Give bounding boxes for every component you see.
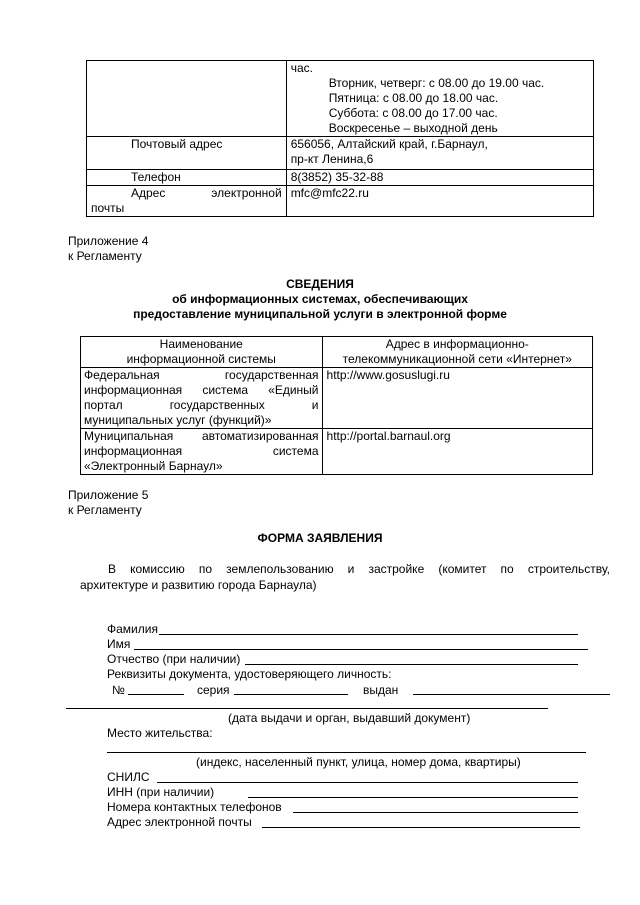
table-row [87,186,594,217]
phone-label: Телефон [87,170,287,186]
residence-label: Место жительства: [107,726,213,740]
phones-field[interactable] [293,812,578,813]
snils-field[interactable] [157,782,578,783]
appendix5-regulation: к Регламенту [68,503,142,517]
email-label: Адрес электронной почты [87,186,287,217]
document-series-field[interactable] [234,694,348,695]
system-address-cell: http://www.gosuslugi.ru [322,368,592,429]
document-details-label: Реквизиты документа, удостоверяющего личность: [107,667,392,681]
appendix4-regulation: к Регламенту [68,249,142,263]
patronymic-field[interactable] [245,664,578,665]
issue-hint: (дата выдачи и орган, выдавший документ) [228,711,471,725]
phones-label: Номера контактных телефонов [107,800,282,814]
document-issued-field[interactable] [413,694,610,695]
table-row [81,368,593,429]
intro-text: архитектуре и развитию города Барнаула) [80,578,317,592]
inn-label: ИНН (при наличии) [107,785,215,799]
address-hint: (индекс, населенный пункт, улица, номер дома, квартиры) [196,755,521,769]
hours-line: час. [290,61,313,75]
intro-text: В комиссию по землепользованию и застройке (комитет по строительству, [108,562,610,576]
system-name-cell: Муниципальная автоматизированная информационная система «Электронный Барнаул» [81,429,323,475]
hours-line: Воскресенье – выходной день [328,121,498,135]
hours-line: Пятница: с 08.00 до 18.00 час. [328,91,499,105]
appendix5-title: ФОРМА ЗАЯВЛЕНИЯ [257,531,383,545]
snils-label: СНИЛС [107,770,150,784]
document-series-label: серия [197,683,230,697]
table-cell-empty [87,61,287,137]
systems-table [80,336,593,475]
postal-value: 656056, Алтайский край, г.Барнаул, пр-кт Ленина,6 [286,137,593,170]
appendix4-label: Приложение 4 [68,234,149,248]
surname-field[interactable] [159,634,578,635]
patronymic-label: Отчество (при наличии) [107,652,241,666]
name-field[interactable] [134,649,588,650]
postal-label: Почтовый адрес [87,137,287,170]
phone-value: 8(3852) 35-32-88 [286,170,593,186]
hours-cell [286,61,593,137]
email-field[interactable] [262,827,580,828]
column-header: Адрес в информационно- телекоммуникационной сети «Интернет» [322,337,592,368]
table-row [87,170,594,186]
email-label: Адрес электронной почты [107,815,252,829]
email-value: mfc@mfc22.ru [286,186,593,217]
name-label: Имя [107,637,131,651]
table-row [87,61,594,137]
appendix4-subtitle: об информационных системах, обеспечивающих [172,292,468,306]
table-row [87,137,594,170]
table-row [81,429,593,475]
residence-field[interactable] [107,752,586,753]
document-issued-label: выдан [363,683,399,697]
appendix5-label: Приложение 5 [68,488,149,502]
hours-line: Суббота: с 08.00 до 17.00 час. [328,106,498,120]
hours-line: Вторник, четверг: с 08.00 до 19.00 час. [328,76,545,90]
table-header-row [81,337,593,368]
issue-details-field[interactable] [66,708,548,709]
appendix4-title: СВЕДЕНИЯ [286,277,354,291]
surname-label: Фамилия [107,622,158,636]
contacts-table [86,60,594,217]
inn-field[interactable] [248,797,578,798]
appendix4-subtitle: предоставление муниципальной услуги в электронной форме [133,307,507,321]
system-name-cell: Федеральная государственная информационная система «Единый портал государственных и муниципальных услуг (функций)» [81,368,323,429]
system-address-cell: http://portal.barnaul.org [322,429,592,475]
column-header: Наименование информационной системы [81,337,323,368]
document-number-field[interactable] [128,694,184,695]
document-number-label: № [112,683,125,697]
